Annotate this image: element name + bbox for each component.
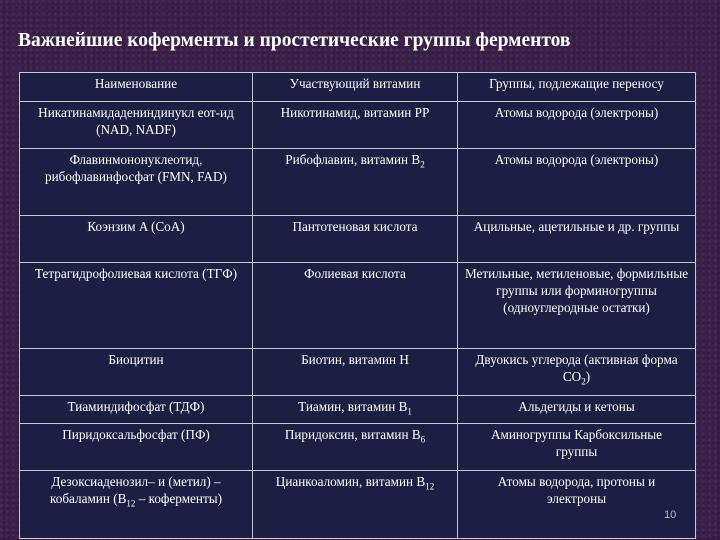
table-row — [20, 149, 696, 216]
cell-name: Тиаминдифосфат (ТДФ) — [20, 396, 253, 424]
cell-groups: Аминогруппы Карбоксильные группы — [458, 424, 696, 471]
cell-name: Никатинамидадениндинукл еот-ид (NAD, NADF) — [20, 102, 253, 149]
slide-title: Важнейшие коферменты и простетические группы ферментов — [18, 30, 571, 51]
cell-name: Коэнзим A (CoA) — [20, 216, 253, 263]
cell-vitamin: Цианкоаломин, витамин $B_{12}$ — [253, 471, 458, 539]
header-name: Наименование — [20, 73, 253, 102]
table-header-row — [20, 73, 696, 102]
cell-vitamin: Фолиевая кислота — [253, 263, 458, 349]
header-vitamin: Участвующий витамин — [253, 73, 458, 102]
table-row — [20, 424, 696, 471]
header-groups: Группы, подлежащие переносу — [458, 73, 696, 102]
table-row — [20, 102, 696, 149]
cell-groups: Двуокись углерода (активная форма $CO_2$) — [458, 349, 696, 396]
cell-vitamin: Пиридоксин, витамин $B_6$ — [253, 424, 458, 471]
page-number: 10 — [664, 509, 677, 521]
table-row — [20, 396, 696, 424]
coenzymes-table — [19, 72, 696, 539]
table-row — [20, 349, 696, 396]
cell-name: Тетрагидрофолиевая кислота (ТГФ) — [20, 263, 253, 349]
cell-name: Дезоксиаденозил– и (метил) –кобаламин ($B_{12}$ – коферменты) — [20, 471, 253, 539]
table-row — [20, 263, 696, 349]
cell-name: Флавинмононуклеотид, рибофлавинфосфат (FMN, FAD) — [20, 149, 253, 216]
cell-groups: Атомы водорода, протоны и электроны — [458, 471, 696, 539]
cell-groups: Атомы водорода (электроны) — [458, 102, 696, 149]
cell-vitamin: Никотинамид, витамин PP — [253, 102, 458, 149]
cell-name: Пиридоксальфосфат (ПФ) — [20, 424, 253, 471]
cell-groups: Ацильные, ацетильные и др. группы — [458, 216, 696, 263]
cell-vitamin: Рибофлавин, витамин $B_2$ — [253, 149, 458, 216]
cell-groups: Альдегиды и кетоны — [458, 396, 696, 424]
cell-groups: Метильные, метиленовые, формильные группы или форминогруппы (одноуглеродные остатки) — [458, 263, 696, 349]
cell-vitamin: Тиамин, витамин $B_1$ — [253, 396, 458, 424]
cell-name: Биоцитин — [20, 349, 253, 396]
table-row — [20, 471, 696, 539]
cell-groups: Атомы водорода (электроны) — [458, 149, 696, 216]
cell-vitamin: Биотин, витамин H — [253, 349, 458, 396]
cell-vitamin: Пантотеновая кислота — [253, 216, 458, 263]
table-row — [20, 216, 696, 263]
